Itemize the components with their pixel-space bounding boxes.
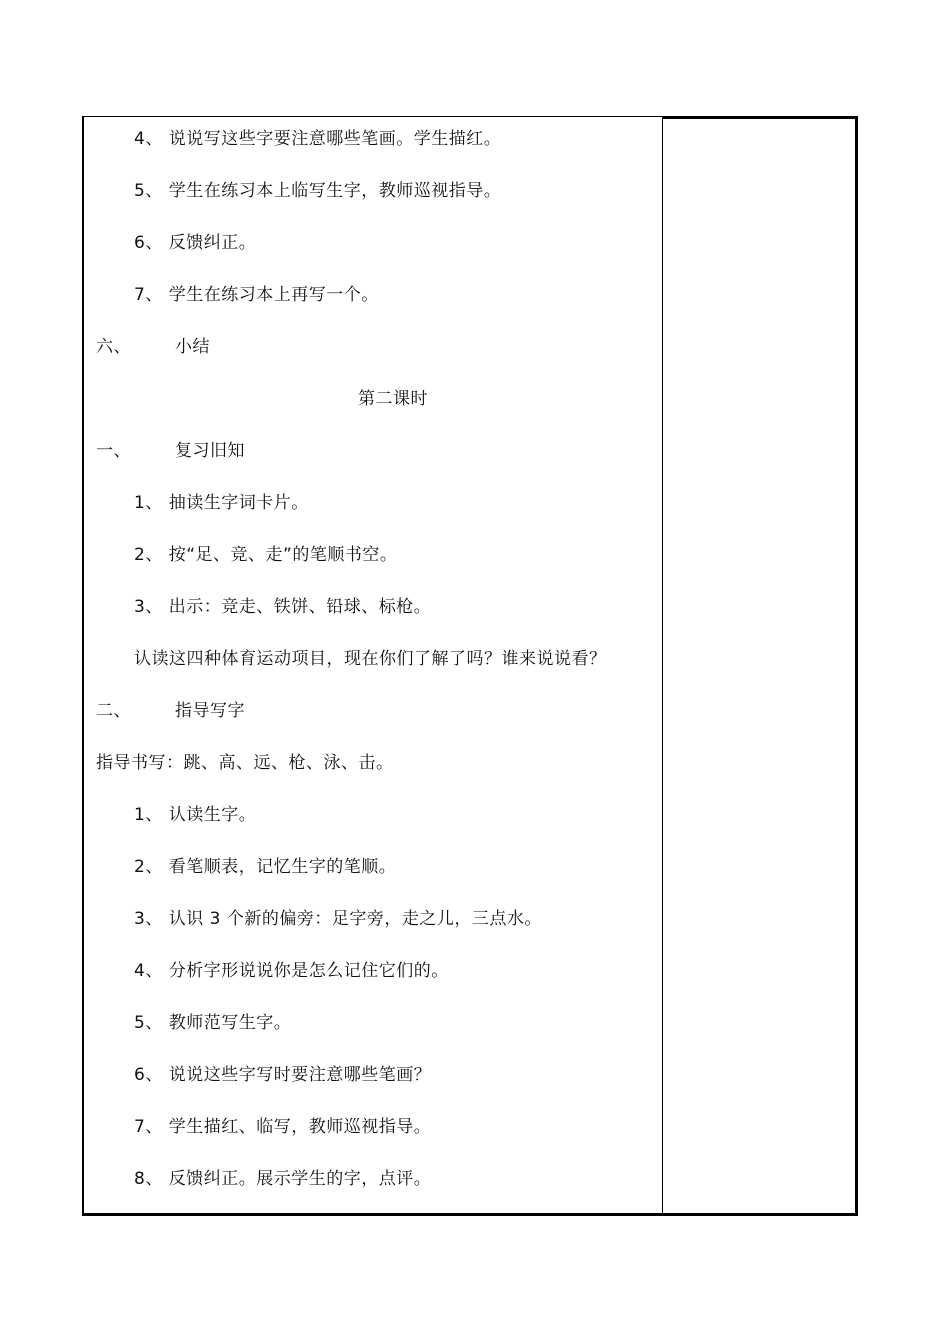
section-heading-writing — [96, 699, 245, 723]
main-content-cell — [84, 117, 662, 1213]
step-line: 5、 教师范写生字。 — [134, 1013, 292, 1033]
step-line: 4、 说说写这些字要注意哪些笔画。学生描红。 — [134, 129, 502, 149]
step-line: 7、 学生在练习本上再写一个。 — [134, 285, 379, 305]
step-line: 1、 抽读生字词卡片。 — [134, 493, 309, 513]
section-heading-review — [96, 439, 245, 463]
section-label: 小结 — [175, 337, 210, 357]
paragraph-line: 指导书写：跳、高、远、枪、泳、击。 — [96, 753, 394, 773]
lesson-plan-table — [82, 116, 858, 1216]
section-number: 六、 — [96, 337, 131, 357]
step-line: 3、 认识 3 个新的偏旁：足字旁，走之儿，三点水。 — [134, 909, 542, 929]
section-label: 指导写字 — [175, 701, 245, 721]
section-number: 二、 — [96, 701, 131, 721]
step-line: 6、 说说这些字写时要注意哪些笔画？ — [134, 1065, 432, 1085]
step-line: 4、 分析字形说说你是怎么记住它们的。 — [134, 961, 449, 981]
step-line: 6、 反馈纠正。 — [134, 233, 257, 253]
step-line: 3、 出示：竞走、铁饼、铅球、标枪。 — [134, 597, 432, 617]
section-label: 复习旧知 — [175, 441, 245, 461]
section-number: 一、 — [96, 441, 131, 461]
step-line: 1、 认读生字。 — [134, 805, 257, 825]
step-line: 2、 按“足、竞、走”的笔顺书空。 — [134, 545, 398, 565]
paragraph-line: 认读这四种体育运动项目，现在你们了解了吗？谁来说说看？ — [134, 649, 607, 669]
step-line: 2、 看笔顺表，记忆生字的笔顺。 — [134, 857, 397, 877]
section-heading-summary — [96, 335, 210, 359]
notes-cell — [663, 119, 855, 1213]
step-line: 5、 学生在练习本上临写生字，教师巡视指导。 — [134, 181, 502, 201]
step-line: 7、 学生描红、临写，教师巡视指导。 — [134, 1117, 432, 1137]
step-line: 8、 反馈纠正。展示学生的字，点评。 — [134, 1169, 432, 1189]
lesson-title: 第二课时 — [358, 389, 428, 409]
